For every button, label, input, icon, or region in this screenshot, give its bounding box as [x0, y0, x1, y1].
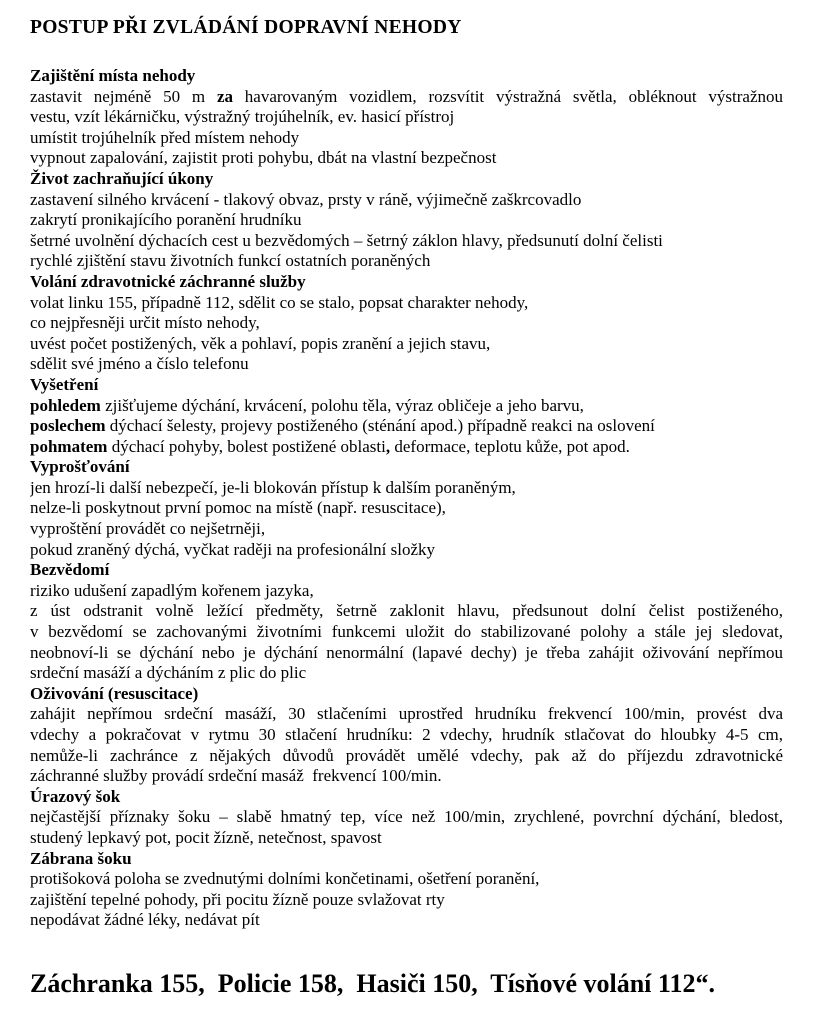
text-segment: studený lepkavý pot, pocit žízně, netečnost, spavost [30, 827, 382, 847]
text-segment: zajištění tepelné pohody, při pocitu žízně pouze svlažovat rty [30, 889, 445, 909]
text-segment: umístit trojúhelník před místem nehody [30, 127, 300, 147]
text-segment: srdeční masáží a dýcháním z plic do plic [30, 663, 307, 683]
section-heading: Zajištění místa nehody [30, 66, 196, 85]
text-segment: havarovaným vozidlem, rozsvítit výstražná světla, obléknout výstražnou [233, 86, 783, 106]
text-segment: zastavit nejméně 50 m [30, 86, 217, 106]
text-segment: dýchací šelesty, projevy postiženého (sténání apod.) případně reakci na oslovení [105, 416, 655, 436]
text-line [30, 663, 783, 684]
text-segment: deformace, teplotu kůže, pot apod. [390, 436, 630, 456]
text-segment: uvést počet postižených, věk a pohlaví, popis zranění a jejich stavu, [30, 333, 491, 353]
document-body [30, 66, 783, 931]
text-line [30, 334, 783, 355]
section-heading: Zábrana šoku [30, 848, 132, 868]
text-line [30, 498, 783, 519]
text-segment: vestu, vzít lékárničku, výstražný trojúhelník, ev. hasicí přístroj [30, 107, 455, 127]
text-segment: zahájit nepřímou srdeční masáží, 30 stlačeními uprostřed hrudníku frekvencí 100/min, provést dva [30, 704, 783, 724]
text-segment: nelze-li poskytnout první pomoc na místě (např. resuscitace), [30, 498, 446, 518]
text-line [30, 601, 783, 622]
text-line [30, 231, 783, 252]
section-heading: Život zachraňující úkony [30, 168, 214, 188]
text-line [30, 828, 783, 849]
text-line [30, 581, 783, 602]
section-heading: Úrazový šok [30, 786, 121, 806]
text-segment: poslechem [30, 416, 106, 436]
emergency-numbers-footer: Záchranka 155, Policie 158, Hasiči 150, Tísňové volání 112“. [30, 968, 715, 998]
text-line [30, 87, 783, 108]
text-segment: zastavení silného krvácení - tlakový obvaz, prsty v ráně, výjimečně zaškrcovadlo [30, 189, 582, 209]
text-segment: , [385, 436, 391, 456]
text-segment: šetrné uvolnění dýchacích cest u bezvědomých – šetrný záklon hlavy, předsunutí dolní čelisti [30, 230, 663, 250]
text-segment: za [216, 86, 233, 106]
text-line [30, 107, 783, 128]
text-segment: zakrytí pronikajícího poranění hrudníku [30, 210, 302, 230]
text-line [30, 622, 783, 643]
text-segment: volat linku 155, případně 112, sdělit co se stalo, popsat charakter nehody, [30, 292, 529, 312]
text-segment: záchranné služby provádí srdeční masáž frekvencí 100/min. [30, 766, 442, 786]
text-line [30, 128, 783, 149]
text-segment: z úst odstranit volně ležící předměty, šetrně zaklonit hlavu, předsunout dolní čelist postiženého, [30, 601, 783, 621]
text-line [30, 910, 783, 931]
text-segment: nepodávat žádné léky, nedávat pít [30, 910, 260, 930]
text-segment: riziko udušení zapadlým kořenem jazyka, [30, 580, 314, 600]
section-heading: Oživování (resuscitace) [30, 683, 199, 703]
text-segment: jen hrozí-li další nebezpečí, je-li blokován přístup k dalším poraněným, [30, 477, 516, 497]
text-line [30, 437, 783, 458]
text-segment: neobnoví-li se dýchání nebo je dýchání nenormální (lapavé dechy) je třeba zahájit oživování nepřímou [30, 642, 783, 662]
text-segment: v bezvědomí se zachovanými životními funkcemi uložit do stabilizované polohy a stále jej sledovat, [30, 622, 783, 642]
text-line [30, 354, 783, 375]
text-line [30, 293, 783, 314]
text-segment: nejčastější příznaky šoku – slabě hmatný tep, více než 100/min, zrychlené, povrchní dýchání, bledost, [30, 807, 783, 827]
text-line [30, 190, 783, 211]
text-line [30, 210, 783, 231]
text-line [30, 478, 783, 499]
text-line [30, 416, 783, 437]
text-line [30, 643, 783, 664]
section-heading: Vyprošťování [30, 457, 130, 477]
text-segment: pohmatem [30, 436, 108, 456]
text-line [30, 890, 783, 911]
text-line [30, 519, 783, 540]
text-segment: protišoková poloha se zvednutými dolními končetinami, ošetření poranění, [30, 869, 540, 889]
text-line [30, 746, 783, 767]
text-segment: sdělit své jméno a číslo telefonu [30, 354, 249, 374]
text-line [30, 869, 783, 890]
text-line [30, 766, 783, 787]
text-line [30, 725, 783, 746]
text-line [30, 540, 783, 561]
text-line [30, 807, 783, 828]
text-segment: pohledem [30, 395, 101, 415]
page-title: POSTUP PŘI ZVLÁDÁNÍ DOPRAVNÍ NEHODY [30, 17, 462, 38]
text-segment: nemůže-li zachránce z nějakých důvodů provádět umělé vdechy, pak až do příjezdu zdravotnické [30, 745, 783, 765]
text-segment: rychlé zjištění stavu životních funkcí ostatních poraněných [30, 251, 431, 271]
text-line [30, 396, 783, 417]
text-line [30, 251, 783, 272]
text-line [30, 148, 783, 169]
text-segment: pokud zraněný dýchá, vyčkat raději na profesionální složky [30, 539, 436, 559]
section-heading: Bezvědomí [30, 560, 110, 580]
text-segment: vdechy a pokračovat v rytmu 30 stlačení hrudníku: 2 vdechy, hrudník stlačovat do hloubky 4-5 cm, [30, 725, 783, 744]
text-segment: vypnout zapalování, zajistit proti pohybu, dbát na vlastní bezpečnost [30, 148, 497, 168]
text-segment: zjišťujeme dýchání, krvácení, polohu těla, výraz obličeje a jeho barvu, [100, 395, 584, 415]
text-line [30, 313, 783, 334]
section-heading: Vyšetření [30, 374, 99, 394]
text-line [30, 704, 783, 725]
text-segment: vyproštění provádět co nejšetrněji, [30, 519, 266, 539]
text-segment: co nejpřesněji určit místo nehody, [30, 313, 260, 333]
text-segment: dýchací pohyby, bolest postižené oblasti [107, 436, 386, 456]
section-heading: Volání zdravotnické záchranné služby [30, 271, 306, 291]
